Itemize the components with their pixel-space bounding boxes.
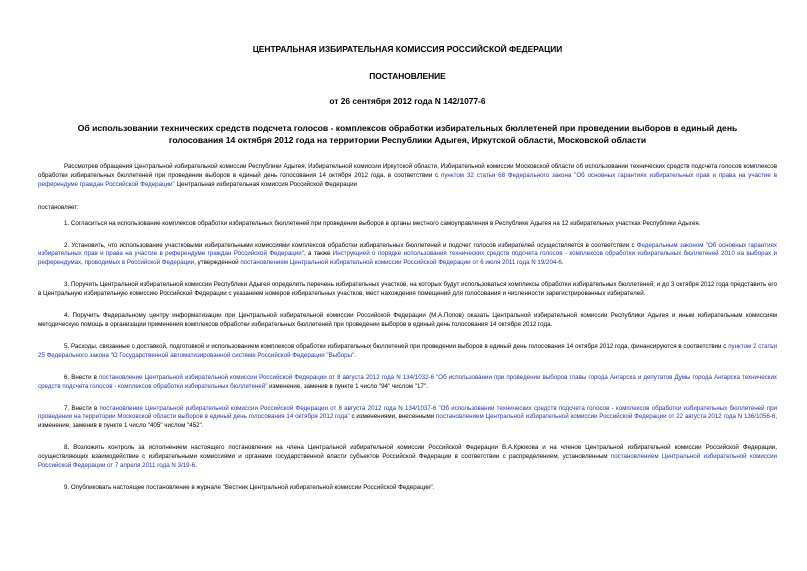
item-7-resolution-link[interactable]: постановление Центральной избирательной комиссии Российской Федерации от 8 августа 2012 года N 134/1037-6 "Об использовании технических средств подсчета голосов - комплексов обработки избирательных бюллетеней при проведении на территории Московской области выборов в единый день голосования 14 октября 2012 года" [38, 404, 777, 421]
item-2-resolution-link[interactable]: постановлением Центральной избирательной комиссии Российской Федерации от 6 июля 2011 года N 19/204-6 [240, 259, 562, 267]
document-type-heading: ПОСТАНОВЛЕНИЕ [369, 71, 446, 81]
item-4-paragraph: 4. Поручить Федеральному центру информатизации при Центральной избирательной комиссии Российской Федерации (М.А.Попов) оказать Центральной избирательной комиссии Республики Адыгея и иным избирательным комиссиям методическую помощь в организации применения комплексов обработки избирательных бюллетеней при проведении выборов в единый день голосования 14 октября 2012 года. [38, 312, 777, 328]
item-8-paragraph: 8. Возложить контроль за исполнением настоящего постановления на члена Центральной избирательной комиссии Российской Федерации В.А.Крюкова и на членов Центральной избирательной комиссии Российской Федерации, осуществляющих взаимодействие с избирательными комиссиями и органами государственной власти субъектов Российской Федерации в соответствии с распределением, установленным постановлением Центральной избирательной комиссии Российской Федерации от 7 апреля 2011 года N 3/19-6. [38, 444, 777, 470]
item-5-paragraph: 5. Расходы, связанные с доставкой, подготовкой и использованием комплексов обработки избирательных бюллетеней при проведении выборов в единый день голосования 14 октября 2012 года, финансируются в соответствии с пунктом 2 статьи 25 Федерального закона "О Государственной автоматизированной системе Российской Федерации "Выборы". [38, 342, 777, 359]
item-6-paragraph: 6. Внести в постановление Центральной избирательной комиссии Российской Федерации от 8 августа 2012 года N 134/1032-6 "Об использовании при проведении выборов главы города Ангарска и депутатов Думы города Ангарска технических средств подсчета голосов - комплексов обработки избирательных бюллетеней" изменение, заменив в пункте 1 число "94" числом "17". [38, 373, 778, 390]
item-1-paragraph: 1. Согласиться на использование комплексов обработки избирательных бюллетеней при проведении выборов в органы местного самоуправления в Республике Адыгея на 12 избирательных участках Республики Адыгея. [64, 219, 701, 227]
item-5-law-link[interactable]: пунктом 2 статьи 25 Федерального закона "О Государственной автоматизированной системе Российской Федерации "Выборы" [38, 342, 777, 359]
date-number-heading: от 26 сентября 2012 года N 142/1077-6 [329, 96, 486, 106]
item-6-resolution-link[interactable]: постановление Центральной избирательной комиссии Российской Федерации от 8 августа 2012 года N 134/1032-6 "Об использовании при проведении выборов главы города Ангарска и депутатов Думы города Ангарска технических средств подсчета голосов - комплексов обработки избирательных бюллетеней" [38, 373, 778, 390]
item-3-paragraph: 3. Поручить Центральной избирательной комиссии Республики Адыгея определить перечень избирательных участков, на которых будут использоваться комплексы обработки избирательных бюллетеней, и до 3 октября 2012 года представить его в Центральную избирательную комиссию Российской Федерации с указанием номеров избирательных участков, мест нахождения помещений для голосования и численности зарегистрированных избирателей. [38, 281, 777, 298]
item-7-paragraph: 7. Внести в постановление Центральной избирательной комиссии Российской Федерации от 8 августа 2012 года N 134/1037-6 "Об использовании технических средств подсчета голосов - комплексов обработки избирательных бюллетеней при проведении на территории Московской области выборов в единый день голосования 14 октября 2012 года" с изменениями, внесенными постановлением Центральной избирательной комиссии Российской Федерации от 22 августа 2012 года N 136/1056-6, изменение, заменив в пункте 1 число "405" числом "452". [38, 404, 777, 430]
document-title: Об использовании технических средств подсчета голосов - комплексов обработки избирательных бюллетеней при проведении выборов в единый день голосования 14 октября 2012 года на территории Республики Адыгея, Иркутской области, Московской области [77, 123, 738, 145]
preamble-paragraph: Рассмотрев обращения Центральной избирательной комиссии Республики Адыгея, Избирательной комиссии Иркутской области, Избирательной комиссии Московской области об использовании технических средств подсчета голосов комплексов обработки избирательных бюллетеней при проведении выборов в единый день голосования 14 октября 2012 года, в соответствии с пунктом 32 статьи 68 Федерального закона "Об основных гарантиях избирательных прав и права на участие в референдуме граждан Российской Федерации" Центральная избирательная комиссия Российской Федерации [38, 163, 777, 188]
item-8-resolution-link[interactable]: постановлением Центральной избирательной комиссии Российской Федерации от 7 апреля 2011 года N 3/19-6 [38, 453, 777, 470]
item-9-paragraph: 9. Опубликовать настоящее постановление в журнале "Вестник Центральной избирательной комиссии Российской Федерации". [64, 483, 435, 491]
preamble-law-link[interactable]: пунктом 32 статьи 68 Федерального закона "Об основных гарантиях избирательных прав и права на участие в референдуме граждан Российской Федерации" [38, 171, 777, 188]
organization-heading: ЦЕНТРАЛЬНАЯ ИЗБИРАТЕЛЬНАЯ КОМИССИЯ РОССИЙСКОЙ ФЕДЕРАЦИИ [252, 44, 563, 54]
item-2-federal-law-link[interactable]: Федеральным законом "Об основных гарантиях избирательных прав и права на участие в референдуме граждан Российской Федерации" [38, 241, 777, 258]
resolves-line: постановляет: [38, 203, 79, 211]
item-2-instruction-link[interactable]: Инструкцией о порядке использования технических средств подсчета голосов - комплексов обработки избирательных бюллетеней 2010 на выборах и референдумах, проводимых в Российской Федерации [38, 250, 777, 267]
item-7-amendment-link[interactable]: постановлением Центральной избирательной комиссии Российской Федерации от 22 августа 2012 года N 136/1056-6 [436, 413, 776, 421]
item-2-paragraph: 2. Установить, что использование участковыми избирательными комиссиями комплексов обработки избирательных бюллетеней и подсчет голосов избирателей осуществляется в соответствии с Федеральным законом "Об основных гарантиях избирательных прав и права на участие в референдуме граждан Российской Федерации", а также Инструкцией о порядке использования технических средств подсчета голосов - комплексов обработки избирательных бюллетеней 2010 на выборах и референдумах, проводимых в Российской Федерации, утвержденной постановлением Центральной избирательной комиссии Российской Федерации от 6 июля 2011 года N 19/204-6. [38, 241, 777, 267]
